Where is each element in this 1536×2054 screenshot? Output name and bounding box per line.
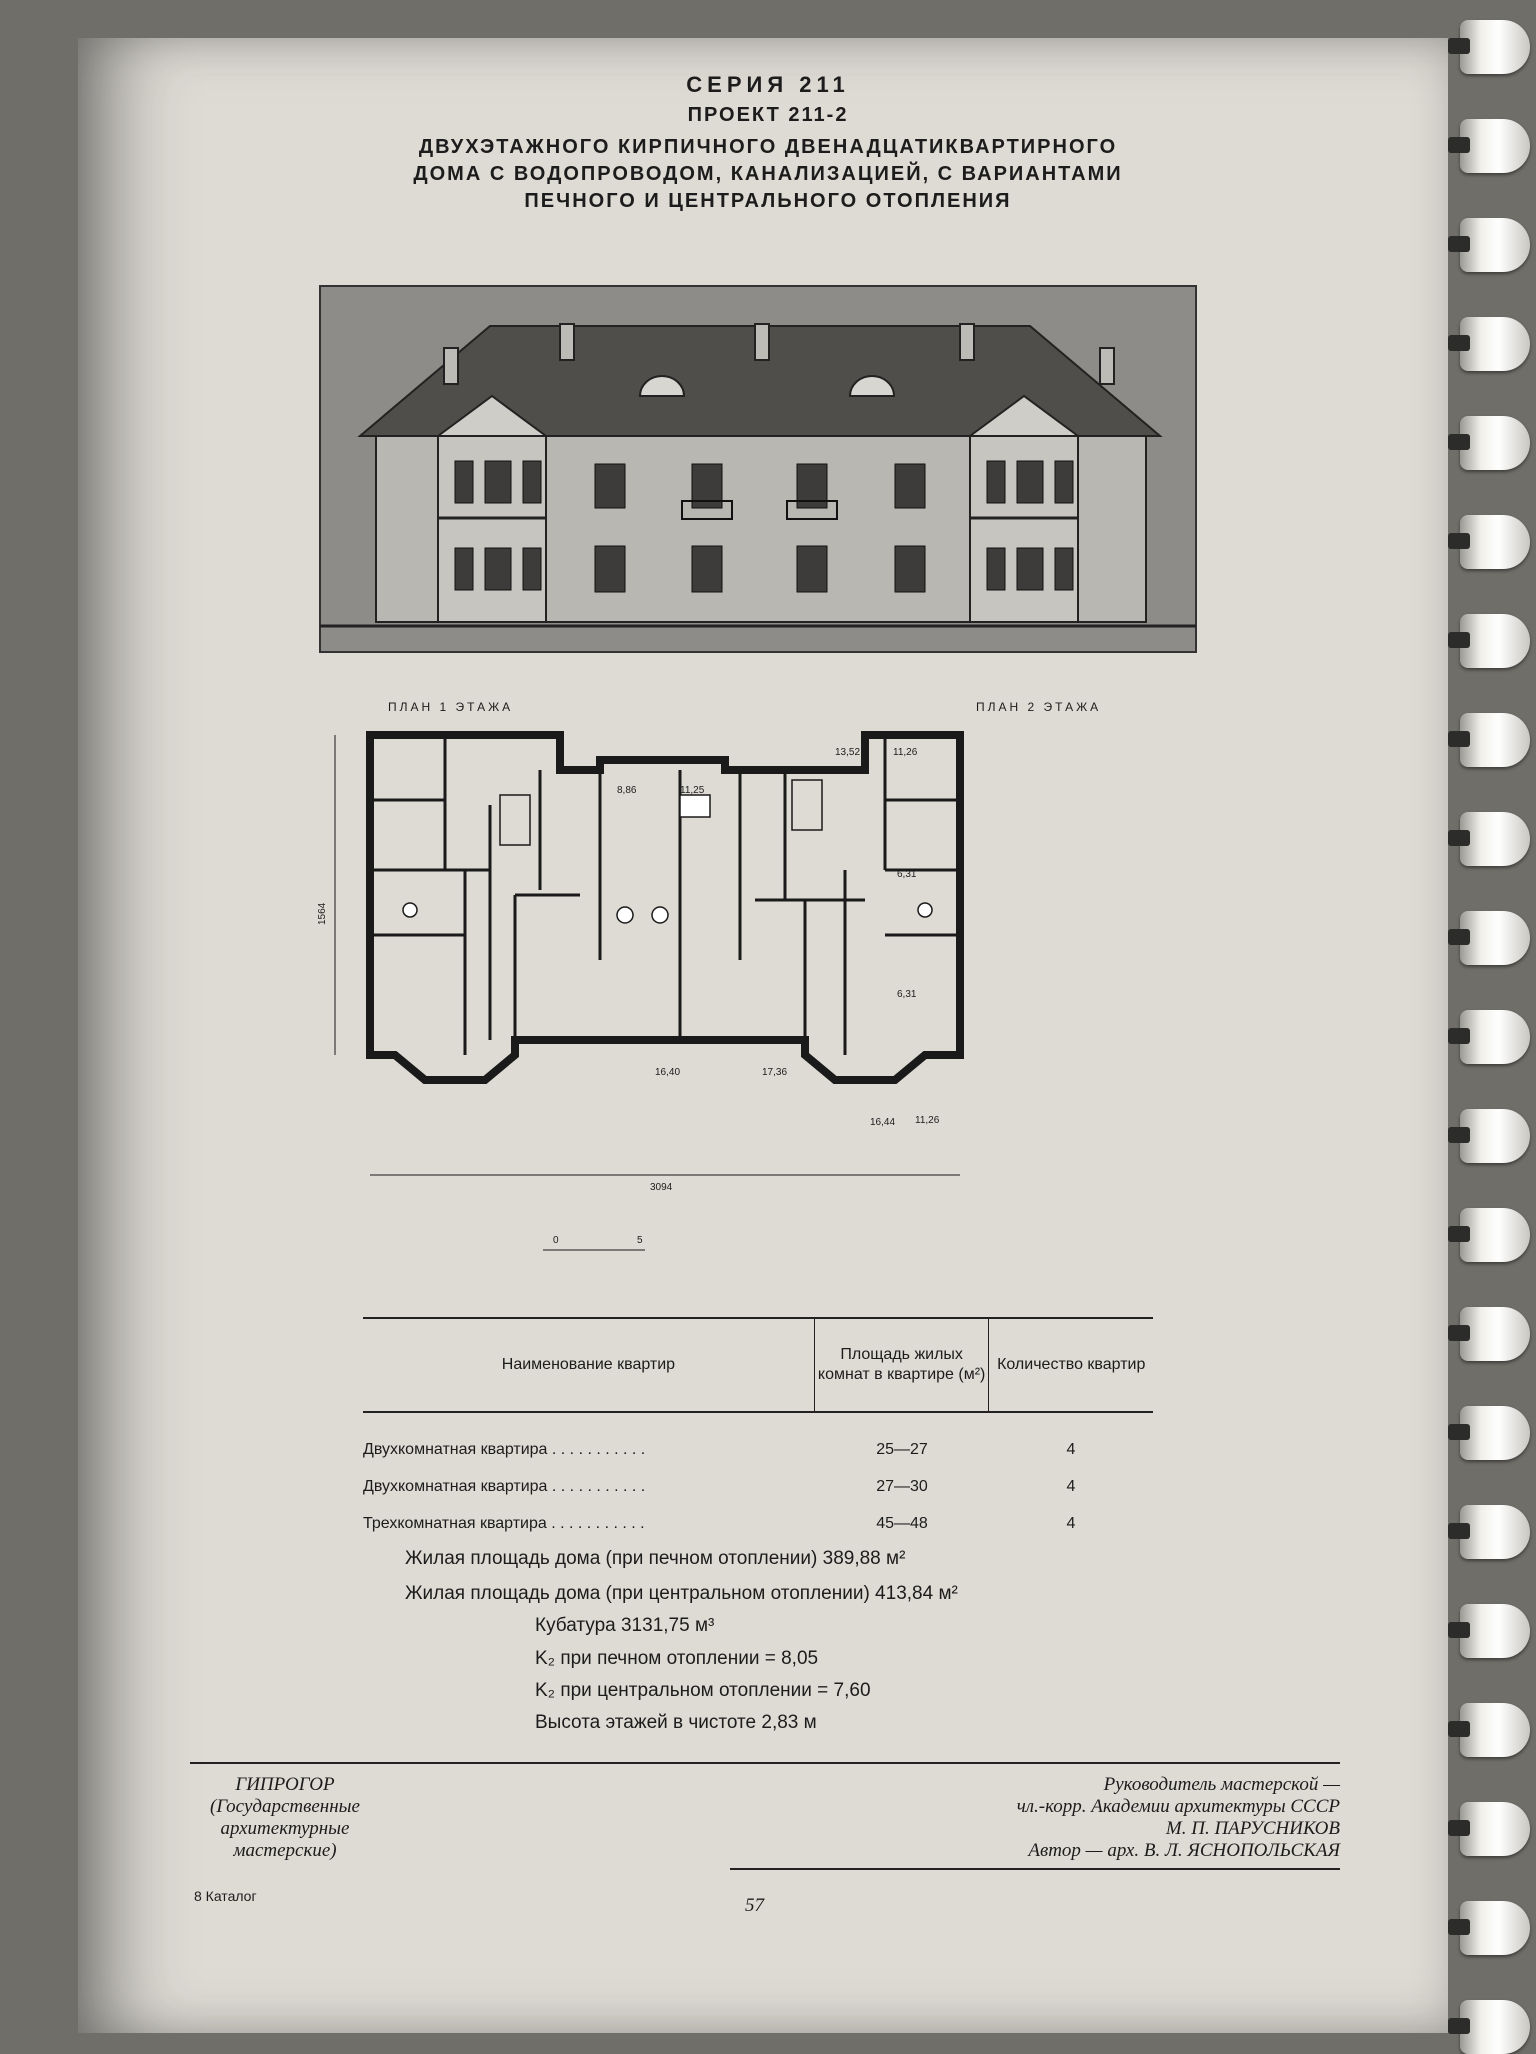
room-area-label: 8,86 [617,785,637,796]
binding-ring [1460,416,1530,470]
binding-ring [1460,1505,1530,1559]
binding-ring [1460,2000,1530,2054]
binding-ring [1460,1010,1530,1064]
binding-ring [1460,1901,1530,1955]
col-count-header: Количество квартир [997,1356,1146,1373]
scale-zero: 0 [553,1235,559,1246]
room-area-label: 17,36 [762,1067,788,1078]
title-line-1: ДВУХЭТАЖНОГО КИРПИЧНОГО ДВЕНАДЦАТИКВАРТИРНОГО [418,136,1118,158]
room-area-label: 11,25 [680,785,705,796]
table-row: Двухкомнатная квартира . . . . . . . . . . . 27—30 4 [363,1477,1076,1495]
footer-rule-top [190,1762,1340,1764]
project-heading: ПРОЕКТ 211-2 [687,104,849,126]
sheet-mark: 8 Каталог [194,1888,257,1904]
table-row: Двухкомнатная квартира . . . . . . . . . . . 25—27 4 [363,1440,1076,1458]
width-dimension: 3094 [650,1182,673,1193]
binding-ring [1460,713,1530,767]
spiral-binding [1456,0,1536,2048]
binding-ring [1460,1109,1530,1163]
binding-ring [1460,614,1530,668]
floor-plans-drawing [317,695,1195,1255]
title-line-3: ПЕЧНОГО И ЦЕНТРАЛЬНОГО ОТОПЛЕНИЯ [524,190,1012,212]
facade-drawing [320,286,1196,652]
living-area-stove: Жилая площадь дома (при печном отоплении) 389,88 м² [405,1548,906,1569]
room-area-label: 16,44 [870,1117,896,1128]
living-area-central: Жилая площадь дома (при центральном отоплении) 413,84 м² [405,1583,958,1604]
organization-block: ГИПРОГОР (Государственные архитектурные мастерские) [210,1774,360,1861]
binding-ring [1460,812,1530,866]
col-area-header: Площадь жилых комнат в квартире (м²) [814,1319,990,1411]
page-number: 57 [745,1895,764,1916]
binding-ring [1460,20,1530,74]
room-area-label: 11,26 [893,747,918,758]
plan-label-first-floor: ПЛАН 1 ЭТАЖА [388,700,514,714]
floor-height: Высота этажей в чистоте 2,83 м [535,1712,817,1733]
room-area-label: 11,26 [915,1115,940,1126]
apartments-table [363,1317,1153,1542]
binding-ring [1460,1802,1530,1856]
table-row: Трехкомнатная квартира . . . . . . . . . . . 45—48 4 [363,1514,1076,1532]
col-name-header: Наименование квартир [501,1356,676,1373]
scale-five: 5 [637,1235,643,1246]
room-area-label: 16,40 [655,1067,681,1078]
credits-block: Руководитель мастерской — чл.-корр. Академии архитектуры СССР М. П. ПАРУСНИКОВ Автор — арх. В. Л. ЯСНОПОЛЬСКАЯ [1016,1774,1340,1861]
height-dimension: 1564 [317,902,328,925]
title-line-2: ДОМА С ВОДОПРОВОДОМ, КАНАЛИЗАЦИЕЙ, С ВАРИАНТАМИ [413,163,1123,185]
binding-ring [1460,1604,1530,1658]
binding-ring [1460,1406,1530,1460]
binding-ring [1460,317,1530,371]
room-area-label: 6,31 [897,869,917,880]
footer-rule-bottom [730,1868,1340,1870]
plan-label-second-floor: ПЛАН 2 ЭТАЖА [976,700,1102,714]
binding-ring [1460,515,1530,569]
binding-ring [1460,911,1530,965]
binding-ring [1460,1703,1530,1757]
k2-central: K₂ при центральном отоплении = 7,60 [535,1680,871,1701]
series-heading: СЕРИЯ 211 [686,72,850,97]
binding-ring [1460,1307,1530,1361]
binding-ring [1460,1208,1530,1262]
table-header [363,1319,1153,1413]
project-title [0,134,1536,215]
building-volume: Кубатура 3131,75 м³ [535,1615,715,1636]
binding-ring [1460,218,1530,272]
room-area-label: 13,52 [835,747,861,758]
room-area-label: 6,31 [897,989,917,1000]
k2-stove: K₂ при печном отоплении = 8,05 [535,1648,819,1669]
